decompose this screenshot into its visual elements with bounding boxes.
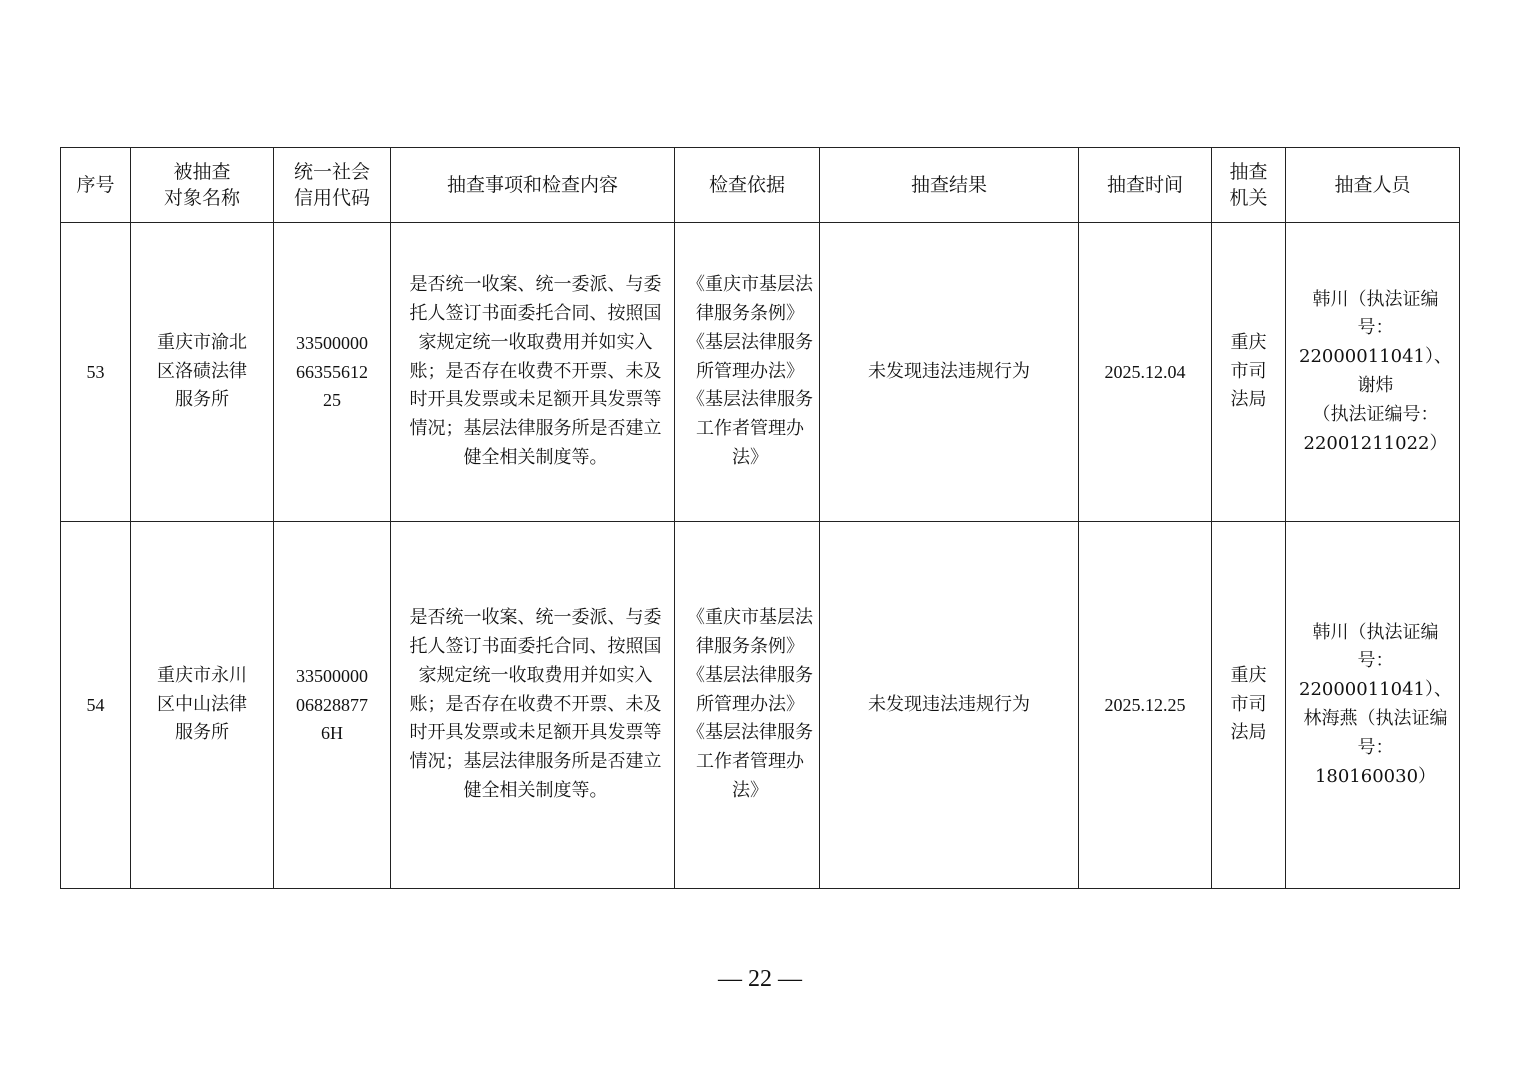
header-credit-code: 统一社会 信用代码 — [274, 148, 391, 223]
header-basis: 检查依据 — [675, 148, 820, 223]
cell-basis: 《重庆市基层法律服务条例》 《基层法律服务所管理办法》 《基层法律服务工作者管理办法》 — [675, 223, 820, 522]
cell-target-name: 重庆市渝北 区洛碛法律 服务所 — [131, 223, 274, 522]
header-seq: 序号 — [61, 148, 131, 223]
header-staff: 抽查人员 — [1286, 148, 1460, 223]
header-agency: 抽查 机关 — [1212, 148, 1286, 223]
table-header-row — [61, 148, 1460, 223]
cell-items: 是否统一收案、统一委派、与委托人签订书面委托合同、按照国家规定统一收取费用并如实入账；是否存在收费不开票、未及时开具发票或未足额开具发票等情况；基层法律服务所是否建立健全相关制度等。 — [391, 522, 675, 889]
cell-staff: 韩川（执法证编号： 22000011041）、谢炜 （执法证编号： 22001211022） — [1286, 223, 1460, 522]
cell-basis: 《重庆市基层法律服务条例》《基层法律服务所管理办法》 《基层法律服务工作者管理办法》 — [675, 522, 820, 889]
table-row — [61, 522, 1460, 889]
cell-agency: 重庆 市司 法局 — [1212, 522, 1286, 889]
cell-seq: 53 — [61, 223, 131, 522]
cell-staff: 韩川（执法证编号： 22000011041）、林海燕（执法证编号： 180160030） — [1286, 522, 1460, 889]
cell-result: 未发现违法违规行为 — [820, 223, 1079, 522]
page-number: — 22 — — [718, 966, 802, 992]
cell-time: 2025.12.04 — [1079, 223, 1212, 522]
header-time: 抽查时间 — [1079, 148, 1212, 223]
header-result: 抽查结果 — [820, 148, 1079, 223]
table-row — [61, 223, 1460, 522]
cell-time: 2025.12.25 — [1079, 522, 1212, 889]
header-items: 抽查事项和检查内容 — [391, 148, 675, 223]
cell-credit-code: 33500000 06828877 6H — [274, 522, 391, 889]
cell-credit-code: 33500000 66355612 25 — [274, 223, 391, 522]
cell-seq: 54 — [61, 522, 131, 889]
cell-items: 是否统一收案、统一委派、与委托人签订书面委托合同、按照国家规定统一收取费用并如实入账；是否存在收费不开票、未及时开具发票或未足额开具发票等情况；基层法律服务所是否建立健全相关制度等。 — [391, 223, 675, 522]
cell-target-name: 重庆市永川 区中山法律 服务所 — [131, 522, 274, 889]
inspection-table — [60, 147, 1460, 889]
cell-result: 未发现违法违规行为 — [820, 522, 1079, 889]
cell-agency: 重庆 市司 法局 — [1212, 223, 1286, 522]
header-target-name: 被抽查 对象名称 — [131, 148, 274, 223]
